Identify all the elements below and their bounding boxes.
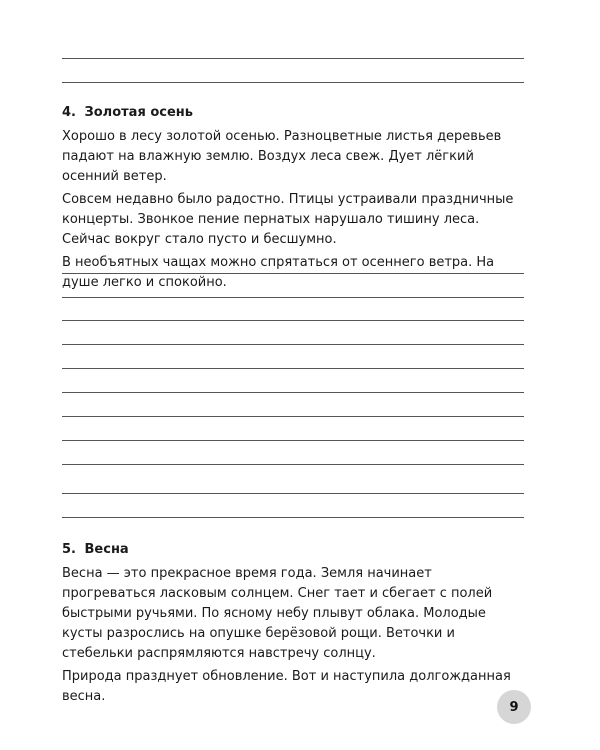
- exercise-4-title: [62, 104, 528, 122]
- writing-line: [62, 320, 524, 321]
- writing-line: [62, 517, 524, 518]
- writing-line: [62, 493, 524, 494]
- writing-line: [62, 392, 524, 393]
- writing-line: [62, 440, 524, 441]
- writing-line: [62, 297, 524, 298]
- exercise-4: [62, 104, 528, 296]
- writing-line: [62, 416, 524, 417]
- exercise-5-paragraph: Природа празднует обновление. Вот и наступила долгожданная весна.: [62, 669, 511, 704]
- page-number: 9: [497, 690, 531, 724]
- exercise-4-heading: Золотая осень: [84, 105, 193, 120]
- writing-line: [62, 368, 524, 369]
- writing-line: [62, 58, 524, 59]
- exercise-4-number: 4.: [62, 105, 76, 120]
- exercise-5-number: 5.: [62, 542, 76, 557]
- exercise-4-paragraph: Совсем недавно было радостно. Птицы устраивали праздничные концерты. Звонкое пение пернатых нарушало тишину леса. Сейчас вокруг стало пусто и бесшумно.: [62, 192, 514, 247]
- exercise-5-heading: Весна: [84, 542, 129, 557]
- exercise-4-paragraph: Хорошо в лесу золотой осенью. Разноцветные листья деревьев падают на влажную землю. Воздух леса свеж. Дует лёгкий осенний ветер.: [62, 129, 502, 184]
- exercise-5-paragraph: Весна — это прекрасное время года. Земля начинает прогреваться ласковым солнцем. Снег тает и сбегает с полей быстрыми ручьями. По ясному небу плывут облака. Молодые кусты разрослись на опушке берёзовой рощи. Веточки и стебельки распрямляются навстречу солнцу.: [62, 566, 493, 661]
- writing-line: [62, 464, 524, 465]
- exercise-5-title: [62, 541, 528, 559]
- writing-line: [62, 82, 524, 83]
- writing-line: [62, 273, 524, 274]
- exercise-4-paragraph: В необъятных чащах можно спрятаться от осеннего ветра. На душе легко и спокойно.: [62, 255, 495, 290]
- writing-line: [62, 344, 524, 345]
- exercise-5: [62, 541, 528, 710]
